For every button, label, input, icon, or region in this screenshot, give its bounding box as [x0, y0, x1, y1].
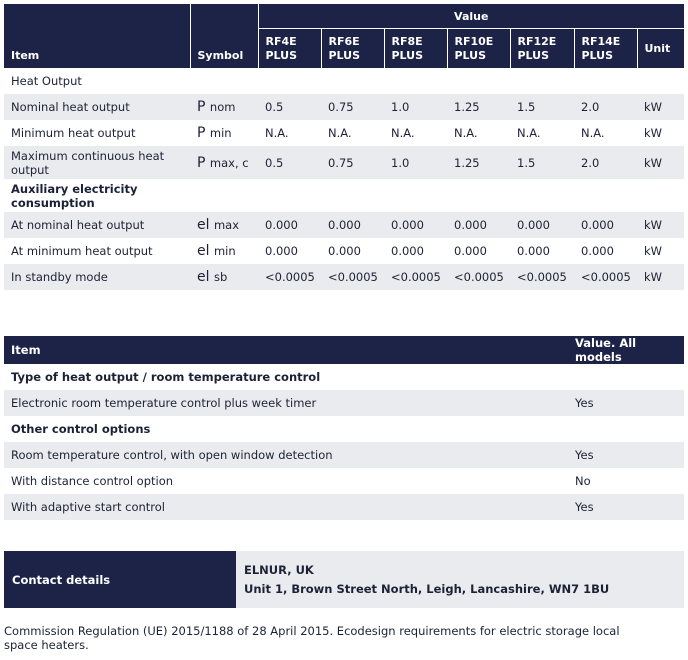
cell-value: 2.0 — [574, 94, 637, 120]
cell-unit: kW — [637, 146, 684, 179]
cell-value: 0.000 — [328, 244, 361, 258]
contact-label: Contact details — [4, 551, 236, 608]
row-value: Yes — [568, 390, 684, 416]
cell-value: <0.0005 — [447, 264, 510, 290]
cell-value: 0.000 — [454, 244, 487, 258]
contact-details-box — [4, 551, 684, 608]
section-heat-output: Heat Output — [11, 74, 82, 88]
cell-value: 1.0 — [384, 94, 447, 120]
control-options-table — [4, 336, 684, 520]
table-row — [4, 238, 684, 264]
cell-value: <0.0005 — [510, 264, 574, 290]
cell-value: 0.000 — [517, 244, 550, 258]
cell-value: 0.000 — [258, 212, 321, 238]
symbol-column-header: Symbol — [190, 4, 258, 68]
unit-column-header: Unit — [637, 29, 684, 69]
regulation-footnote: Commission Regulation (UE) 2015/1188 of 28 April 2015. Ecodesign requirements for electric storage local space heaters. — [4, 624, 620, 652]
row-item: Minimum heat output — [11, 126, 136, 140]
cell-value: 0.000 — [384, 212, 447, 238]
cell-value: 0.000 — [581, 244, 614, 258]
cell-value: N.A. — [581, 126, 605, 140]
cell-value: 2.0 — [574, 146, 637, 179]
row-item: Nominal heat output — [4, 94, 190, 120]
cell-value: 0.5 — [258, 146, 321, 179]
cell-unit: kW — [637, 264, 684, 290]
table-row — [4, 212, 684, 238]
cell-value: N.A. — [391, 126, 415, 140]
table-row — [4, 94, 684, 120]
heat-output-table — [4, 4, 684, 290]
cell-value: 0.000 — [510, 212, 574, 238]
model-header: RF12E PLUS — [510, 29, 574, 69]
cell-value: 0.75 — [321, 146, 384, 179]
section-auxiliary: Auxiliary electricity consumption — [11, 181, 138, 210]
section-heat-control-type: Type of heat output / room temperature control — [11, 370, 321, 384]
contact-company: ELNUR, UK — [244, 563, 314, 577]
cell-value: N.A. — [265, 126, 289, 140]
row-value: Yes — [568, 442, 684, 468]
contact-info — [236, 551, 684, 608]
cell-value: <0.0005 — [574, 264, 637, 290]
model-header: RF6E PLUS — [321, 29, 384, 69]
cell-value: 1.5 — [510, 94, 574, 120]
value-group-header: Value — [258, 4, 684, 29]
table-row — [4, 120, 684, 146]
cell-value: N.A. — [328, 126, 352, 140]
row-item: With adaptive start control — [4, 494, 568, 520]
row-item: At minimum heat output — [11, 244, 153, 258]
row-item: In standby mode — [4, 264, 190, 290]
table-row — [4, 442, 684, 468]
model-header: RF14E PLUS — [574, 29, 637, 69]
cell-value: <0.0005 — [258, 264, 321, 290]
row-symbol: el max — [190, 212, 258, 238]
contact-address: Unit 1, Brown Street North, Leigh, Lancashire, WN7 1BU — [244, 582, 610, 596]
row-symbol: el sb — [190, 264, 258, 290]
cell-value: 0.000 — [265, 244, 298, 258]
value-column-header: Value. All models — [568, 336, 684, 364]
table-row — [4, 468, 684, 494]
table-row — [4, 264, 684, 290]
cell-value: 0.000 — [391, 244, 424, 258]
cell-unit: kW — [644, 126, 663, 140]
cell-value: 0.75 — [321, 94, 384, 120]
row-item: Maximum continuous heat output — [4, 146, 190, 179]
item-column-header: Item — [4, 4, 190, 68]
row-item: With distance control option — [11, 474, 174, 488]
cell-value: 1.25 — [447, 146, 510, 179]
cell-value: 0.000 — [447, 212, 510, 238]
row-item: At nominal heat output — [4, 212, 190, 238]
cell-unit: kW — [637, 94, 684, 120]
row-item: Room temperature control, with open window detection — [4, 442, 568, 468]
cell-unit: kW — [637, 212, 684, 238]
cell-value: N.A. — [517, 126, 541, 140]
table-row — [4, 390, 684, 416]
table-row — [4, 146, 684, 179]
cell-value: 0.5 — [258, 94, 321, 120]
model-header: RF8E PLUS — [384, 29, 447, 69]
cell-value: 0.000 — [574, 212, 637, 238]
section-other-controls: Other control options — [11, 422, 151, 436]
cell-value: <0.0005 — [321, 264, 384, 290]
row-symbol: P max, c — [190, 146, 258, 179]
cell-value: 1.0 — [384, 146, 447, 179]
cell-value: 1.25 — [447, 94, 510, 120]
cell-value: 1.5 — [510, 146, 574, 179]
cell-unit: kW — [644, 244, 663, 258]
model-header: RF10E PLUS — [447, 29, 510, 69]
item-column-header: Item — [4, 336, 568, 364]
cell-value: N.A. — [454, 126, 478, 140]
row-symbol: P min — [197, 125, 232, 141]
table-row — [4, 494, 684, 520]
row-value: Yes — [568, 494, 684, 520]
row-symbol: el min — [197, 243, 236, 259]
row-item: Electronic room temperature control plus week timer — [4, 390, 568, 416]
row-symbol: P nom — [190, 94, 258, 120]
model-header: RF4E PLUS — [258, 29, 321, 69]
cell-value: <0.0005 — [384, 264, 447, 290]
row-value: No — [575, 474, 591, 488]
cell-value: 0.000 — [321, 212, 384, 238]
